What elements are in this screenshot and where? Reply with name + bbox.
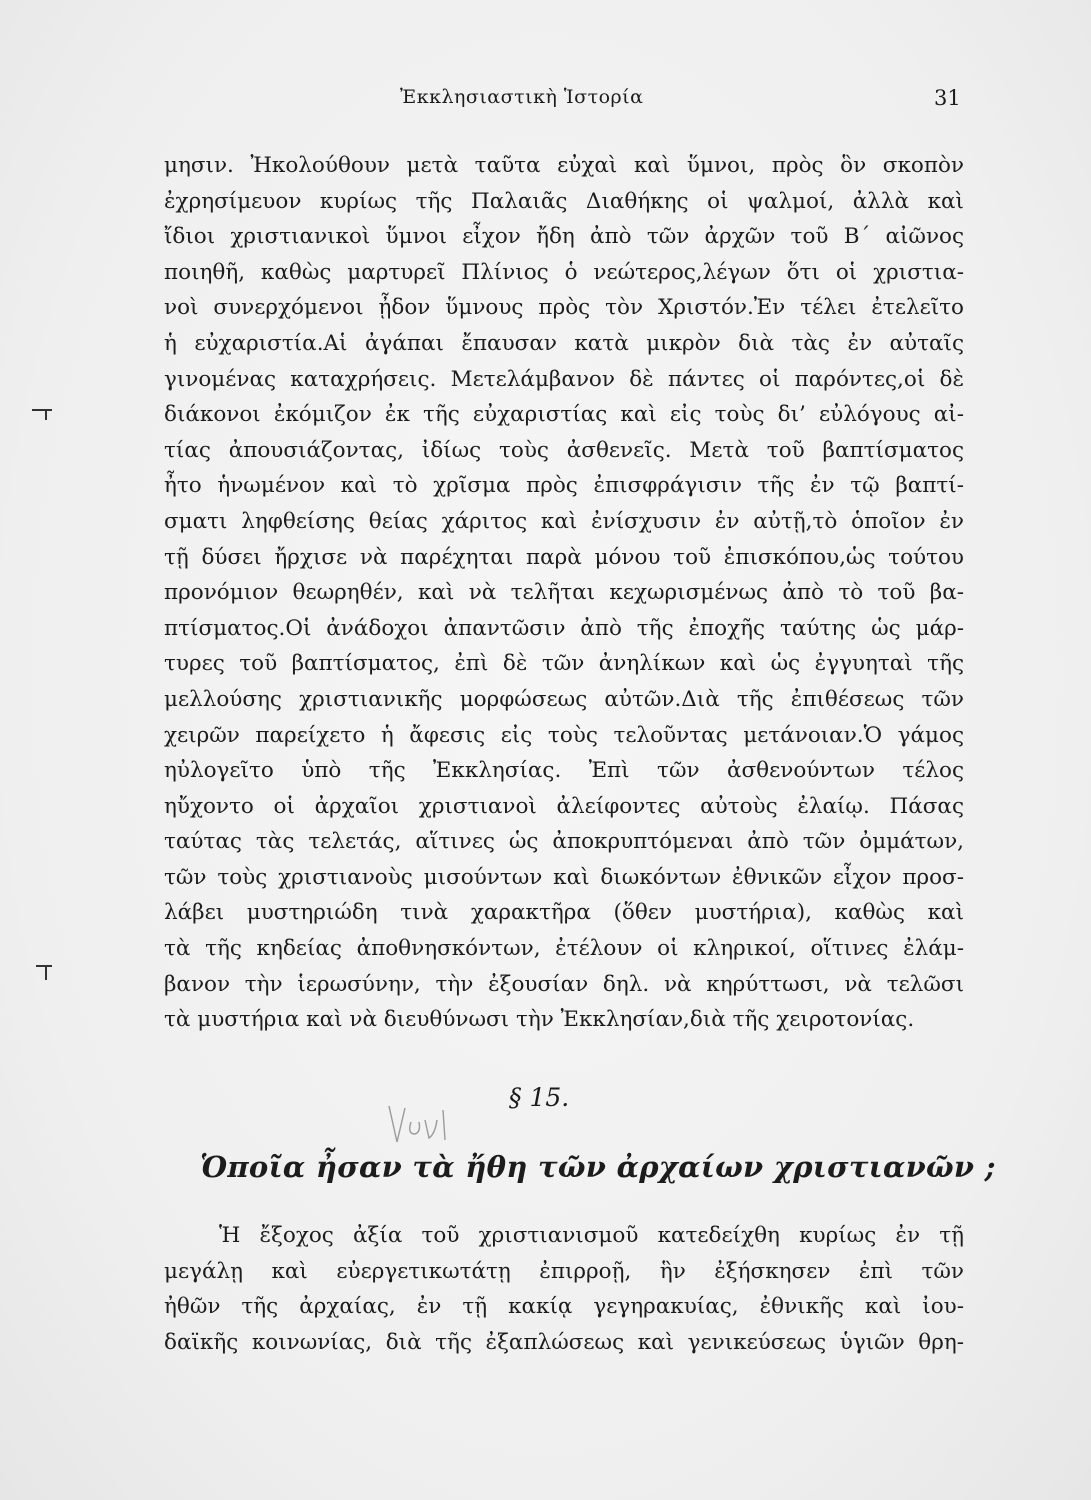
text-line: χειρῶν παρείχετο ἡ ἄφεσις εἰς τοὺς τελοῦντας μετάνοιαν.Ὁ γάμος (164, 722, 964, 748)
text-line: μησιν. Ἠκολούθουν μετὰ ταῦτα εὐχαὶ καὶ ὕμνοι, πρὸς ὃν σκοπὸν (164, 153, 964, 178)
text-line: λάβει μυστηριώδη τινὰ χαρακτῆρα (ὅθεν μυστήρια), καθὼς καὶ (164, 900, 964, 926)
text-line: βανον τὴν ἱερωσύνην, τὴν ἐξουσίαν δηλ. νὰ κηρύττωσι, νὰ τελῶσι (164, 971, 964, 997)
text-line: ἡ εὐχαριστία.Αἱ ἀγάπαι ἔπαυσαν κατὰ μικρὸν διὰ τὰς ἐν αὐταῖς (164, 330, 964, 356)
text-line: τὰ μυστήρια καὶ νὰ διευθύνωσι τὴν Ἐκκλησίαν,διὰ τῆς χειροτονίας. (164, 1007, 915, 1033)
text-line: ποιηθῆ, καθὼς μαρτυρεῖ Πλίνιος ὁ νεώτερος,λέγων ὅτι οἱ χριστια- (164, 259, 964, 285)
text-line: ἦτο ἡνωμένον καὶ τὸ χρῖσμα πρὸς ἐπισφράγισιν τῆς ἐν τῷ βαπτί- (164, 473, 964, 499)
text-line: διάκονοι ἐκόμιζον ἐκ τῆς εὐχαριστίας καὶ εἰς τοὺς δι’ εὐλόγους αἰ- (164, 402, 964, 428)
running-title: Ἐκκλησιαστικὴ Ἱστορία (400, 86, 644, 108)
margin-mark (30, 404, 56, 422)
text-line: γινομένας καταχρήσεις. Μετελάμβανον δὲ πάντες οἱ παρόντες,οἱ δὲ (164, 366, 964, 392)
text-line: σματι ληφθείσης θείας χάριτος καὶ ἐνίσχυσιν ἐν αὐτῇ,τὸ ὁποῖον ἐν (164, 508, 964, 534)
text-line: ταύτας τὰς τελετάς, αἵτινες ὡς ἀποκρυπτόμεναι ἀπὸ τῶν ὀμμάτων, (164, 829, 964, 855)
text-line: πτίσματος.Οἱ ἀνάδοχοι ἀπαντῶσιν ἀπὸ τῆς ἐποχῆς ταύτης ὡς μάρ- (164, 615, 964, 641)
text-line: μεγάλῃ καὶ εὐεργετικωτάτῃ ἐπιρροῇ, ἣν ἐξήσκησεν ἐπὶ τῶν (164, 1258, 964, 1284)
text-line: ηὔχοντο οἱ ἀρχαῖοι χριστιανοὶ ἀλείφοντες αὐτοὺς ἐλαίῳ. Πάσας (164, 793, 964, 819)
section-heading: Ὁποῖα ἦσαν τὰ ἤθη τῶν ἀρχαίων χριστιανῶν ; (200, 1150, 996, 1184)
page-number: 31 (934, 86, 961, 110)
text-line: τίας ἀπουσιάζοντας, ἰδίως τοὺς ἀσθενεῖς. Μετὰ τοῦ βαπτίσματος (164, 437, 964, 463)
text-line: ηὐλογεῖτο ὑπὸ τῆς Ἐκκλησίας. Ἐπὶ τῶν ἀσθενούντων τέλος (164, 758, 964, 784)
text-line: τυρες τοῦ βαπτίσματος, ἐπὶ δὲ τῶν ἀνηλίκων καὶ ὡς ἐγγυηταὶ τῆς (164, 651, 964, 677)
paragraph-2 (164, 1218, 964, 1360)
text-line: τῇ δύσει ἤρχισε νὰ παρέχηται παρὰ μόνου τοῦ ἐπισκόπου,ὡς τούτου (164, 544, 964, 570)
text-line: ἠθῶν τῆς ἀρχαίας, ἐν τῇ κακίᾳ γεγηρακυίας, ἐθνικῆς καὶ ἰου- (164, 1294, 964, 1320)
text-line: δαϊκῆς κοινωνίας, διὰ τῆς ἐξαπλώσεως καὶ γενικεύσεως ὑγιῶν θρη- (164, 1329, 964, 1355)
text-line: νοὶ συνερχόμενοι ᾖδον ὕμνους πρὸς τὸν Χριστόν.Ἐν τέλει ἐτελεῖτο (164, 295, 964, 321)
pencil-annotation (385, 1100, 455, 1150)
section-number: § 15. (509, 1083, 570, 1112)
paragraph-1 (164, 148, 964, 1038)
text-line: Ἡ ἔξοχος ἀξία τοῦ χριστιανισμοῦ κατεδείχθη κυρίως ἐν τῇ (219, 1223, 964, 1248)
margin-mark (34, 962, 56, 982)
text-line: ἴδιοι χριστιανικοὶ ὕμνοι εἶχον ἤδη ἀπὸ τῶν ἀρχῶν τοῦ Β´ αἰῶνος (164, 224, 964, 250)
text-line: προνόμιον θεωρηθέν, καὶ νὰ τελῆται κεχωρισμένως ἀπὸ τὸ τοῦ βα- (164, 580, 964, 606)
text-line: ἐχρησίμευον κυρίως τῆς Παλαιᾶς Διαθήκης οἱ ψαλμοί, ἀλλὰ καὶ (164, 188, 964, 214)
text-line: τῶν τοὺς χριστιανοὺς μισούντων καὶ διωκόντων ἐθνικῶν εἶχον προσ- (164, 864, 964, 890)
text-line: μελλούσης χριστιανικῆς μορφώσεως αὐτῶν.Διὰ τῆς ἐπιθέσεως τῶν (164, 686, 964, 712)
text-line: τὰ τῆς κηδείας ἀποθνησκόντων, ἐτέλουν οἱ κληρικοί, οἵτινες ἐλάμ- (164, 936, 964, 962)
